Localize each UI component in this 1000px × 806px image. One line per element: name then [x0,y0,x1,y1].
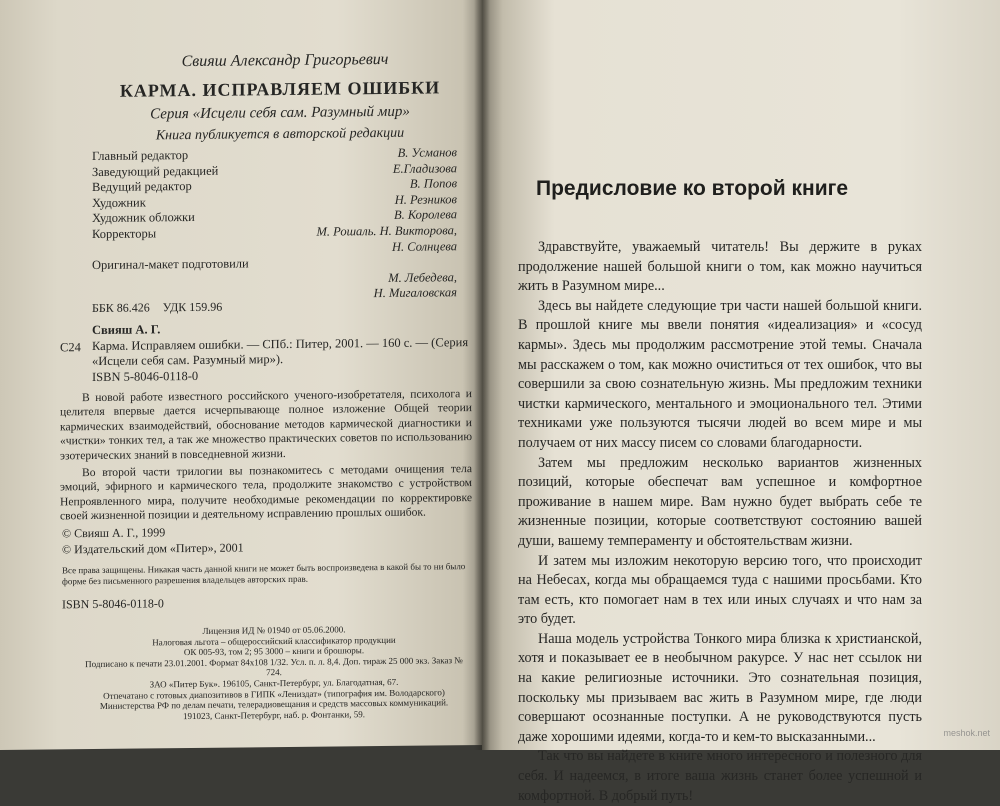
left-page [0,0,482,750]
right-page [482,0,1000,804]
credit-name: Н. Резников [394,191,457,207]
credits-list [92,145,457,305]
biblio-isbn: ISBN 5-8046-0118-0 [92,368,199,384]
copyright-block [62,523,244,557]
preface-paragraph: Здесь вы найдете следующие три части нашей большой книги. В прошлой книге мы ввели понятия «идеализация» и «сосуд кармы». Здесь мы продолжим рассмотрение этой темы. Сначала мы расскажем о том, как можно очиститься от тех ошибок, что вы совершили за свою сознательную жизнь. Мы предложим техники чистки кармического, ментального и эмоционального тел. Этими техниками уже пользуются тысячи людей во всем мире и мы получаем от них массу писем со словами благодарности. [518,297,922,451]
preface-heading: Предисловие ко второй книге [536,177,849,200]
credit-role: Заведующий редакцией [92,163,219,179]
bibliographic-record [60,319,470,385]
bbk-code: ББК 86.426 [92,300,150,316]
description-paragraph: Во второй части трилогии вы познакомитесь с методами очищения тела эмоций, эфирного и кармического тела, продолжите знакомство с устройством Непроявленного мира, получите необходимые рекомендации по корректировке своей жизненной позиции и деятельному исправлению прошлых ошибок. [60,462,472,523]
credit-layout-name: М. Лебедева, [388,269,457,285]
preface-paragraph: И затем мы изложим некоторую версию того, что происходит на Небесах, когда мы обращаемся туда с нашими просьбами. Кто там есть, кто помогает нам в тех или иных случаях и что нам за это будет. [518,552,922,628]
book-title: КАРМА. ИСПРАВЛЯЕМ ОШИБКИ [119,77,441,101]
credit-layout-name: Н. Мигаловская [373,285,457,301]
imprint-line: Министерства РФ по делам печати, телерадиовещания и средств массовых коммуникаций. [99,697,449,712]
imprint-line: Налоговая льгота – общероссийский классификатор продукции [152,634,396,647]
imprint-line: Подписано к печати 23.01.2001. Формат 84х108 1/32. Усл. п. л. 8,4. Доп. тираж 25 000 экз. Заказ № 724. [85,654,463,678]
book-series: Серия «Исцели себя сам. Разумный мир» [150,103,410,123]
description-paragraph: В новой работе известного российского ученого-изобретателя, психолога и целителя впервые дается исчерпывающе полное изложение Общей теории кармических взаимодействий, обоснование методов кармической диагностики и «чистки» тонких тел, а так же множество практических советов по использованию эзотерических знаний в повседневной жизни. [60,387,472,462]
imprint-line: ОК 005-93, том 2; 95 3000 – книги и брошюры. [183,645,365,658]
imprint-line: 191023, Санкт-Петербург, наб. р. Фонтанки, 59. [183,708,365,721]
credit-role: Главный редактор [92,148,189,164]
imprint-block [84,623,464,722]
credit-role: Художник [92,195,146,210]
udk-code: УДК 159.96 [162,299,223,315]
imprint-line: Отпечатано с готовых диапозитивов в ГИПК «Лениздат» (типография им. Володарского) [103,686,445,701]
edition-note: Книга публикуется в авторской редакции [155,125,405,144]
biblio-author: Свияш А. Г. [92,322,161,338]
imprint-line: ЗАО «Питер Бук». 196105, Санкт-Петербург, ул. Благодатная, 67. [149,676,399,690]
book-author: Свияш Александр Григорьевич [181,50,389,71]
copyright-line: © Свияш А. Г., 1999 [62,525,166,541]
watermark: meshok.net [943,728,990,738]
preface-paragraph: Здравствуйте, уважаемый читатель! Вы держите в руках продолжение нашей большой книги о том, как можно научиться жить в Разумном мире... [518,239,922,295]
imprint-line: Лицензия ИД № 01940 от 05.06.2000. [202,624,346,636]
credit-name: В. Попов [409,176,457,191]
credit-role: Корректоры [92,226,157,242]
credit-role: Ведущий редактор [92,179,192,195]
credit-role: Художник обложки [92,210,195,226]
biblio-code: С24 [60,340,81,355]
credit-name: М. Рошаль. Н. Викторова, [316,223,457,239]
credit-name: В. Усманов [397,145,457,160]
credit-name: Е.Гладизова [392,160,457,176]
rights-notice: Все права защищены. Никакая часть данной книги не может быть воспроизведена в какой бы то ни было форме без письменного разрешения владельцев авторских прав. [62,561,466,587]
credit-role: Оригинал-макет подготовили [92,256,249,273]
biblio-text: Карма. Исправляем ошибки. — СПб.: Питер, 2001. — 160 с. — (Серия «Исцели себя сам. Разумный мир»). [92,334,469,369]
preface-paragraph: Так что вы найдете в книге много интересного и полезного для себя. И надеемся, в итоге ваша жизнь станет более успешной и комфортной. В добрый путь! [518,748,922,804]
classification-codes [92,300,232,316]
book-description [60,387,472,527]
book-spine-shadow [474,0,490,750]
preface-paragraph: Затем мы предложим несколько вариантов жизненных позиций, которые обеспечат вам успешное и комфортное проживание в нашем мире. Вам нужно будет выбрать себе те жизненные позиции, которые соответствуют состоянию вашей души, вашему темпераменту и обстоятельствам жизни. [518,454,922,549]
copyright-line: © Издательский дом «Питер», 2001 [62,540,244,557]
isbn-line: ISBN 5-8046-0118-0 [62,596,164,612]
preface-paragraph: Наша модель устройства Тонкого мира близка к христианской, хотя и показывает ее в необычном ракурсе. У нас нет ссылок ни на какие религиозные источники. Это сознательная позиция, поскольку мы призываем вас жить в Разумном мире, где люди совершают осознанные поступки. А не руководствуются пусть даже хорошими идеями, когда-то и кем-то высказанными... [518,630,922,745]
credit-extra-name: Н. Солнцева [392,238,457,254]
preface-text [518,238,922,806]
credit-name: В. Королева [393,207,457,223]
